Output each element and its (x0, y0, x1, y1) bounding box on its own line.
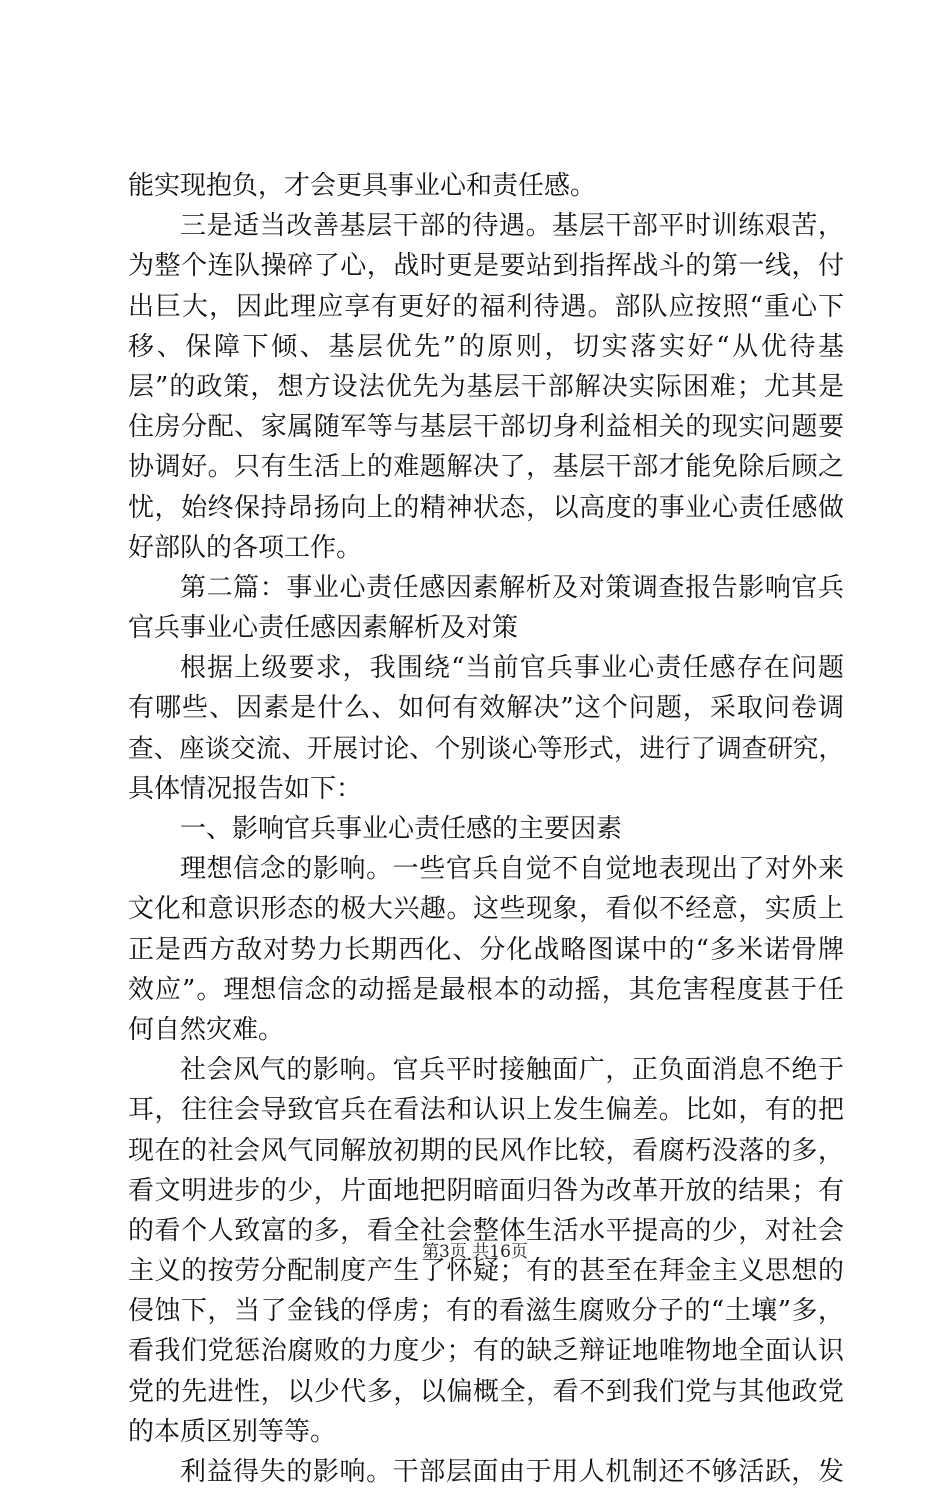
text-line: 的本质区别等等。 (128, 1416, 337, 1447)
text-line: 的看个人致富的多，看全社会整体生活水平提高的少，对社会 (128, 1215, 844, 1246)
text-line: 根据上级要求，我围绕“当前官兵事业心责任感存在问题 (180, 653, 844, 684)
text-line: 具体情况报告如下： (128, 773, 363, 804)
text-line: 为整个连队操碎了心，战时更是要站到指挥战斗的第一线，付 (128, 251, 844, 282)
text-line: 看我们党惩治腐败的力度少；有的缺乏辩证地唯物地全面认识 (128, 1336, 844, 1367)
text-line: 一、影响官兵事业心责任感的主要因素 (180, 814, 623, 844)
text-line: 出巨大，因此理应享有更好的福利待遇。部队应按照“重心下 (128, 291, 844, 322)
text-line: 现在的社会风气同解放初期的民风作比较，看腐朽没落的多， (128, 1135, 844, 1166)
text-line: 耳，往往会导致官兵在看法和认识上发生偏差。比如，有的把 (128, 1095, 844, 1126)
text-line: 忧，始终保持昂扬向上的精神状态，以高度的事业心责任感做 (128, 492, 844, 523)
text-line: 协调好。只有生活上的难题解决了，基层干部才能免除后顾之 (128, 452, 844, 483)
text-line: 好部队的各项工作。 (128, 532, 363, 563)
page-footer: 第3页 共16页 (422, 1242, 528, 1262)
text-line: 三是适当改善基层干部的待遇。基层干部平时训练艰苦， (180, 211, 844, 242)
text-line: 文化和意识形态的极大兴趣。这些现象，看似不经意，实质上 (128, 894, 844, 925)
text-line: 理想信念的影响。一些官兵自觉不自觉地表现出了对外来 (180, 854, 844, 885)
text-line: 何自然灾难。 (128, 1014, 285, 1045)
text-line: 侵蚀下，当了金钱的俘虏；有的看滋生腐败分子的“土壤”多， (128, 1296, 844, 1327)
body-text (128, 166, 844, 1492)
text-line: 党的先进性，以少代多，以偏概全，看不到我们党与其他政党 (128, 1376, 844, 1407)
text-line: 效应”。理想信念的动摇是最根本的动摇，其危害程度甚于任 (128, 974, 844, 1005)
text-line: 利益得失的影响。干部层面由于用人机制还不够活跃，发 (180, 1457, 844, 1487)
text-line: 移、保障下倾、基层优先”的原则，切实落实好“从优待基 (128, 331, 844, 362)
text-line: 查、座谈交流、开展讨论、个别谈心等形式，进行了调查研究， (128, 733, 844, 764)
text-line: 住房分配、家属随军等与基层干部切身利益相关的现实问题要 (128, 412, 844, 443)
text-line: 正是西方敌对势力长期西化、分化战略图谋中的“多米诺骨牌 (128, 934, 844, 965)
text-line: 看文明进步的少，片面地把阴暗面归咎为改革开放的结果；有 (128, 1175, 844, 1206)
text-line: 能实现抱负，才会更具事业心和责任感。 (128, 171, 597, 201)
text-line: 层”的政策，想方设法优先为基层干部解决实际困难；尤其是 (128, 371, 844, 402)
text-line: 主义的按劳分配制度产生了怀疑；有的甚至在拜金主义思想的 (128, 1256, 844, 1287)
text-line: 有哪些、因素是什么、如何有效解决”这个问题，采取问卷调 (128, 693, 844, 724)
text-line: 第二篇：事业心责任感因素解析及对策调查报告影响官兵 (180, 572, 844, 603)
text-line: 社会风气的影响。官兵平时接触面广，正负面消息不绝于 (180, 1055, 844, 1086)
text-line: 官兵事业心责任感因素解析及对策 (128, 613, 519, 644)
